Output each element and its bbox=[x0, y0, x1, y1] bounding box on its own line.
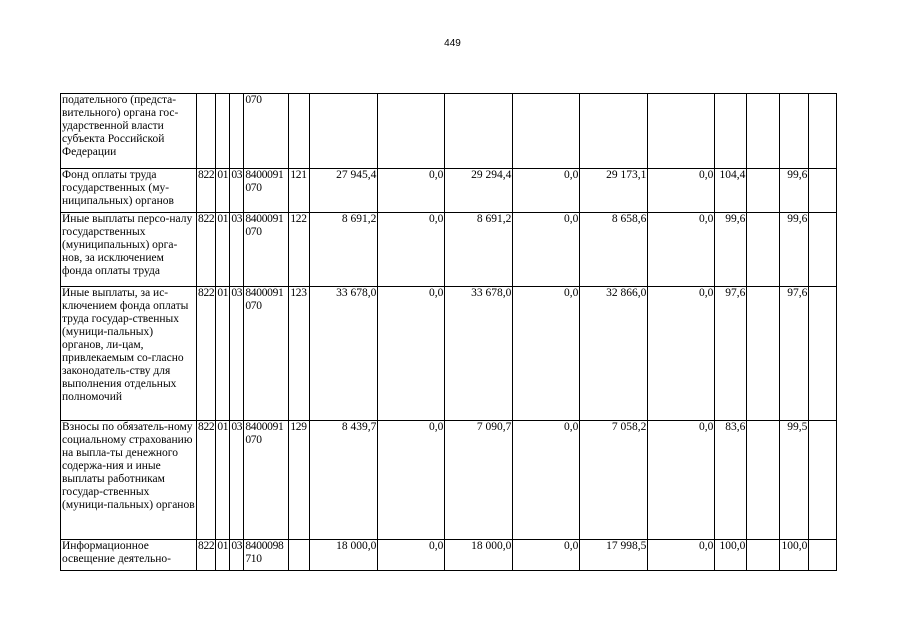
gr-code: 822 bbox=[197, 540, 216, 571]
amount-executed-extra: 0,0 bbox=[648, 213, 715, 287]
vr-code: 123 bbox=[289, 287, 310, 421]
rz-code: 01 bbox=[216, 540, 230, 571]
percent-of-planned bbox=[780, 94, 809, 169]
percent-empty bbox=[747, 94, 780, 169]
pr-code: 03 bbox=[230, 213, 244, 287]
amount-approved: 27 945,4 bbox=[310, 169, 378, 213]
row-name: Взносы по обязатель-ному социальному страхованию на выпла-ты денежного содержа-ния и иные выплаты работникам государ-ственных (муници-пальных) органов bbox=[61, 421, 197, 540]
rz-code: 01 bbox=[216, 421, 230, 540]
amount-approved-extra: 0,0 bbox=[378, 287, 445, 421]
percent-empty bbox=[747, 169, 780, 213]
amount-executed bbox=[580, 94, 648, 169]
gr-code bbox=[197, 94, 216, 169]
cs-code: 8400098710 bbox=[244, 540, 289, 571]
amount-executed: 17 998,5 bbox=[580, 540, 648, 571]
percent-empty bbox=[747, 540, 780, 571]
pr-code: 03 bbox=[230, 287, 244, 421]
amount-executed-extra bbox=[648, 94, 715, 169]
percent-of-planned: 99,5 bbox=[780, 421, 809, 540]
percent-of-planned: 99,6 bbox=[780, 169, 809, 213]
cs-code: 8400091070 bbox=[244, 287, 289, 421]
amount-approved-extra: 0,0 bbox=[378, 169, 445, 213]
amount-planned-extra: 0,0 bbox=[513, 540, 580, 571]
percent-of-approved bbox=[715, 94, 747, 169]
amount-planned bbox=[445, 94, 513, 169]
amount-planned: 33 678,0 bbox=[445, 287, 513, 421]
gr-code: 822 bbox=[197, 421, 216, 540]
vr-code: 121 bbox=[289, 169, 310, 213]
row-name: Фонд оплаты труда государственных (му-ниципальных) органов bbox=[61, 169, 197, 213]
pr-code: 03 bbox=[230, 540, 244, 571]
amount-planned-extra: 0,0 bbox=[513, 287, 580, 421]
amount-executed-extra: 0,0 bbox=[648, 540, 715, 571]
rz-code: 01 bbox=[216, 213, 230, 287]
amount-executed: 32 866,0 bbox=[580, 287, 648, 421]
amount-approved: 8 691,2 bbox=[310, 213, 378, 287]
amount-approved-extra: 0,0 bbox=[378, 213, 445, 287]
percent-empty bbox=[747, 213, 780, 287]
amount-approved bbox=[310, 94, 378, 169]
vr-code: 122 bbox=[289, 213, 310, 287]
amount-approved-extra: 0,0 bbox=[378, 421, 445, 540]
cs-code: 070 bbox=[244, 94, 289, 169]
amount-executed: 7 058,2 bbox=[580, 421, 648, 540]
trailing-cell bbox=[809, 287, 837, 421]
amount-executed-extra: 0,0 bbox=[648, 169, 715, 213]
amount-planned: 8 691,2 bbox=[445, 213, 513, 287]
table-row bbox=[61, 540, 837, 571]
percent-of-approved: 104,4 bbox=[715, 169, 747, 213]
vr-code: 129 bbox=[289, 421, 310, 540]
gr-code: 822 bbox=[197, 287, 216, 421]
trailing-cell bbox=[809, 169, 837, 213]
percent-empty bbox=[747, 287, 780, 421]
row-name: Иные выплаты, за ис-ключением фонда оплаты труда государ-ственных (муници-пальных) органов, ли-цам, привлекаемым со-гласно законодатель-ству для выполнения отдельных полномочий bbox=[61, 287, 197, 421]
table-row bbox=[61, 169, 837, 213]
amount-planned-extra: 0,0 bbox=[513, 213, 580, 287]
percent-of-approved: 99,6 bbox=[715, 213, 747, 287]
amount-planned-extra: 0,0 bbox=[513, 421, 580, 540]
budget-execution-table bbox=[60, 93, 837, 571]
amount-approved: 18 000,0 bbox=[310, 540, 378, 571]
amount-executed-extra: 0,0 bbox=[648, 287, 715, 421]
table-row bbox=[61, 94, 837, 169]
row-name: подательного (предста-вительного) органа гос-ударственной власти субъекта Российской Федерации bbox=[61, 94, 197, 169]
amount-approved: 33 678,0 bbox=[310, 287, 378, 421]
page-number: 449 bbox=[444, 38, 461, 49]
gr-code: 822 bbox=[197, 169, 216, 213]
trailing-cell bbox=[809, 213, 837, 287]
table-row bbox=[61, 421, 837, 540]
rz-code: 01 bbox=[216, 287, 230, 421]
vr-code bbox=[289, 94, 310, 169]
amount-planned-extra: 0,0 bbox=[513, 169, 580, 213]
rz-code: 01 bbox=[216, 169, 230, 213]
table-row bbox=[61, 213, 837, 287]
amount-approved-extra: 0,0 bbox=[378, 540, 445, 571]
amount-executed-extra: 0,0 bbox=[648, 421, 715, 540]
vr-code bbox=[289, 540, 310, 571]
pr-code: 03 bbox=[230, 169, 244, 213]
percent-empty bbox=[747, 421, 780, 540]
gr-code: 822 bbox=[197, 213, 216, 287]
trailing-cell bbox=[809, 94, 837, 169]
percent-of-planned: 100,0 bbox=[780, 540, 809, 571]
amount-planned: 7 090,7 bbox=[445, 421, 513, 540]
rz-code bbox=[216, 94, 230, 169]
amount-planned: 18 000,0 bbox=[445, 540, 513, 571]
pr-code: 03 bbox=[230, 421, 244, 540]
cs-code: 8400091070 bbox=[244, 169, 289, 213]
amount-executed: 8 658,6 bbox=[580, 213, 648, 287]
percent-of-approved: 83,6 bbox=[715, 421, 747, 540]
percent-of-approved: 100,0 bbox=[715, 540, 747, 571]
trailing-cell bbox=[809, 421, 837, 540]
amount-approved-extra bbox=[378, 94, 445, 169]
row-name: Информационное освещение деятельно- bbox=[61, 540, 197, 571]
percent-of-approved: 97,6 bbox=[715, 287, 747, 421]
cs-code: 8400091070 bbox=[244, 421, 289, 540]
amount-executed: 29 173,1 bbox=[580, 169, 648, 213]
amount-planned: 29 294,4 bbox=[445, 169, 513, 213]
cs-code: 8400091070 bbox=[244, 213, 289, 287]
pr-code bbox=[230, 94, 244, 169]
trailing-cell bbox=[809, 540, 837, 571]
percent-of-planned: 97,6 bbox=[780, 287, 809, 421]
amount-approved: 8 439,7 bbox=[310, 421, 378, 540]
percent-of-planned: 99,6 bbox=[780, 213, 809, 287]
table-row bbox=[61, 287, 837, 421]
amount-planned-extra bbox=[513, 94, 580, 169]
row-name: Иные выплаты персо-налу государственных (муниципальных) орга-нов, за исключением фонда оплаты труда bbox=[61, 213, 197, 287]
